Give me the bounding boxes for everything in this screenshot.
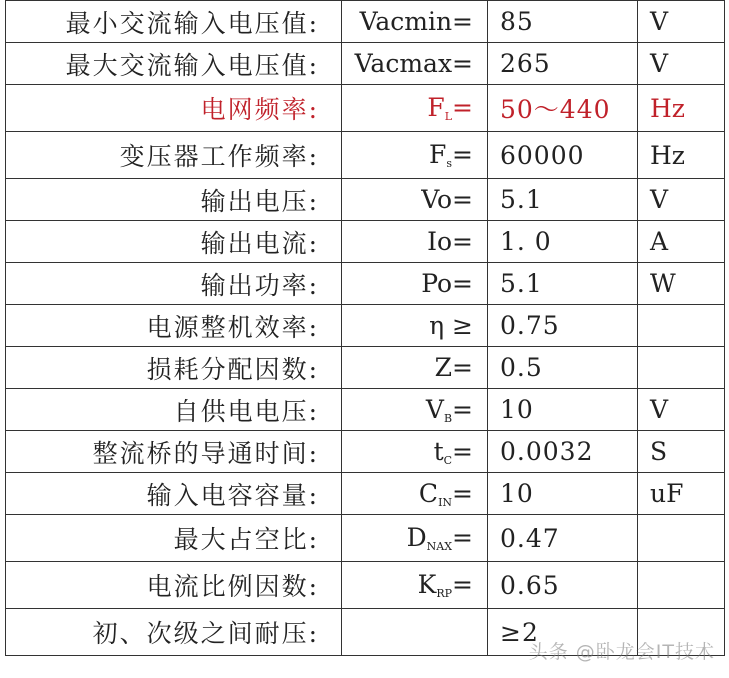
table-row (6, 389, 725, 431)
param-symbol: $D_{NAX}=$ (342, 515, 488, 562)
param-symbol: $K_{RP}=$ (342, 562, 488, 609)
param-label: 电网频率: (6, 85, 342, 132)
param-unit (638, 515, 725, 562)
param-unit: V (638, 1, 725, 43)
param-symbol: $F_L=$ (342, 85, 488, 132)
param-value: 85 (488, 1, 638, 43)
param-symbol: Po= (342, 263, 488, 305)
table-row (6, 263, 725, 305)
param-label: 变压器工作频率: (6, 132, 342, 179)
param-unit: A (638, 221, 725, 263)
param-symbol: Vacmin= (342, 1, 488, 43)
param-unit (638, 562, 725, 609)
param-label: 最大交流输入电压值: (6, 43, 342, 85)
param-label: 整流桥的导通时间: (6, 431, 342, 473)
table-row (6, 221, 725, 263)
param-value: 5.1 (488, 263, 638, 305)
param-value: 0.47 (488, 515, 638, 562)
param-label: 输出功率: (6, 263, 342, 305)
param-label: 自供电电压: (6, 389, 342, 431)
table-row (6, 562, 725, 609)
param-value: 0.0032 (488, 431, 638, 473)
param-label: 最小交流输入电压值: (6, 1, 342, 43)
param-unit: S (638, 431, 725, 473)
table-row (6, 43, 725, 85)
param-label: 输出电流: (6, 221, 342, 263)
param-value: 0.75 (488, 305, 638, 347)
table-row (6, 431, 725, 473)
param-value: ≥2 (488, 609, 638, 656)
param-unit: uF (638, 473, 725, 515)
table-row (6, 132, 725, 179)
param-symbol: η ≥ (342, 305, 488, 347)
table-row (6, 1, 725, 43)
table-row (6, 473, 725, 515)
param-value: 0.5 (488, 347, 638, 389)
param-symbol: Vacmax= (342, 43, 488, 85)
param-unit: W (638, 263, 725, 305)
param-unit: V (638, 389, 725, 431)
param-value: 60000 (488, 132, 638, 179)
param-label: 最大占空比: (6, 515, 342, 562)
param-symbol: $F_s=$ (342, 132, 488, 179)
param-unit: Hz (638, 85, 725, 132)
param-symbol: $t_C=$ (342, 431, 488, 473)
param-label: 损耗分配因数: (6, 347, 342, 389)
param-symbol: Io= (342, 221, 488, 263)
param-value: 265 (488, 43, 638, 85)
param-symbol: $V_B=$ (342, 389, 488, 431)
param-symbol: Vo= (342, 179, 488, 221)
param-value: 0.65 (488, 562, 638, 609)
param-unit (638, 305, 725, 347)
watermark-text: 头条 @卧龙会IT技术 (528, 641, 715, 663)
table-row-highlighted (6, 85, 725, 132)
param-symbol: $C_{IN}=$ (342, 473, 488, 515)
table-row (6, 515, 725, 562)
table-row (6, 305, 725, 347)
param-symbol (342, 609, 488, 656)
table-row (6, 179, 725, 221)
param-label: 电流比例因数: (6, 562, 342, 609)
param-value: 10 (488, 389, 638, 431)
param-unit: Hz (638, 132, 725, 179)
parameter-table (5, 0, 725, 656)
param-label: 输入电容容量: (6, 473, 342, 515)
param-value: 5.1 (488, 179, 638, 221)
param-value: 50～440 (488, 85, 638, 132)
param-value: 10 (488, 473, 638, 515)
param-unit: V (638, 179, 725, 221)
param-label: 输出电压: (6, 179, 342, 221)
param-unit (638, 347, 725, 389)
param-unit: V (638, 43, 725, 85)
param-label: 初、次级之间耐压: (6, 609, 342, 656)
param-label: 电源整机效率: (6, 305, 342, 347)
param-value: 1. 0 (488, 221, 638, 263)
param-symbol: Z= (342, 347, 488, 389)
table-row (6, 347, 725, 389)
